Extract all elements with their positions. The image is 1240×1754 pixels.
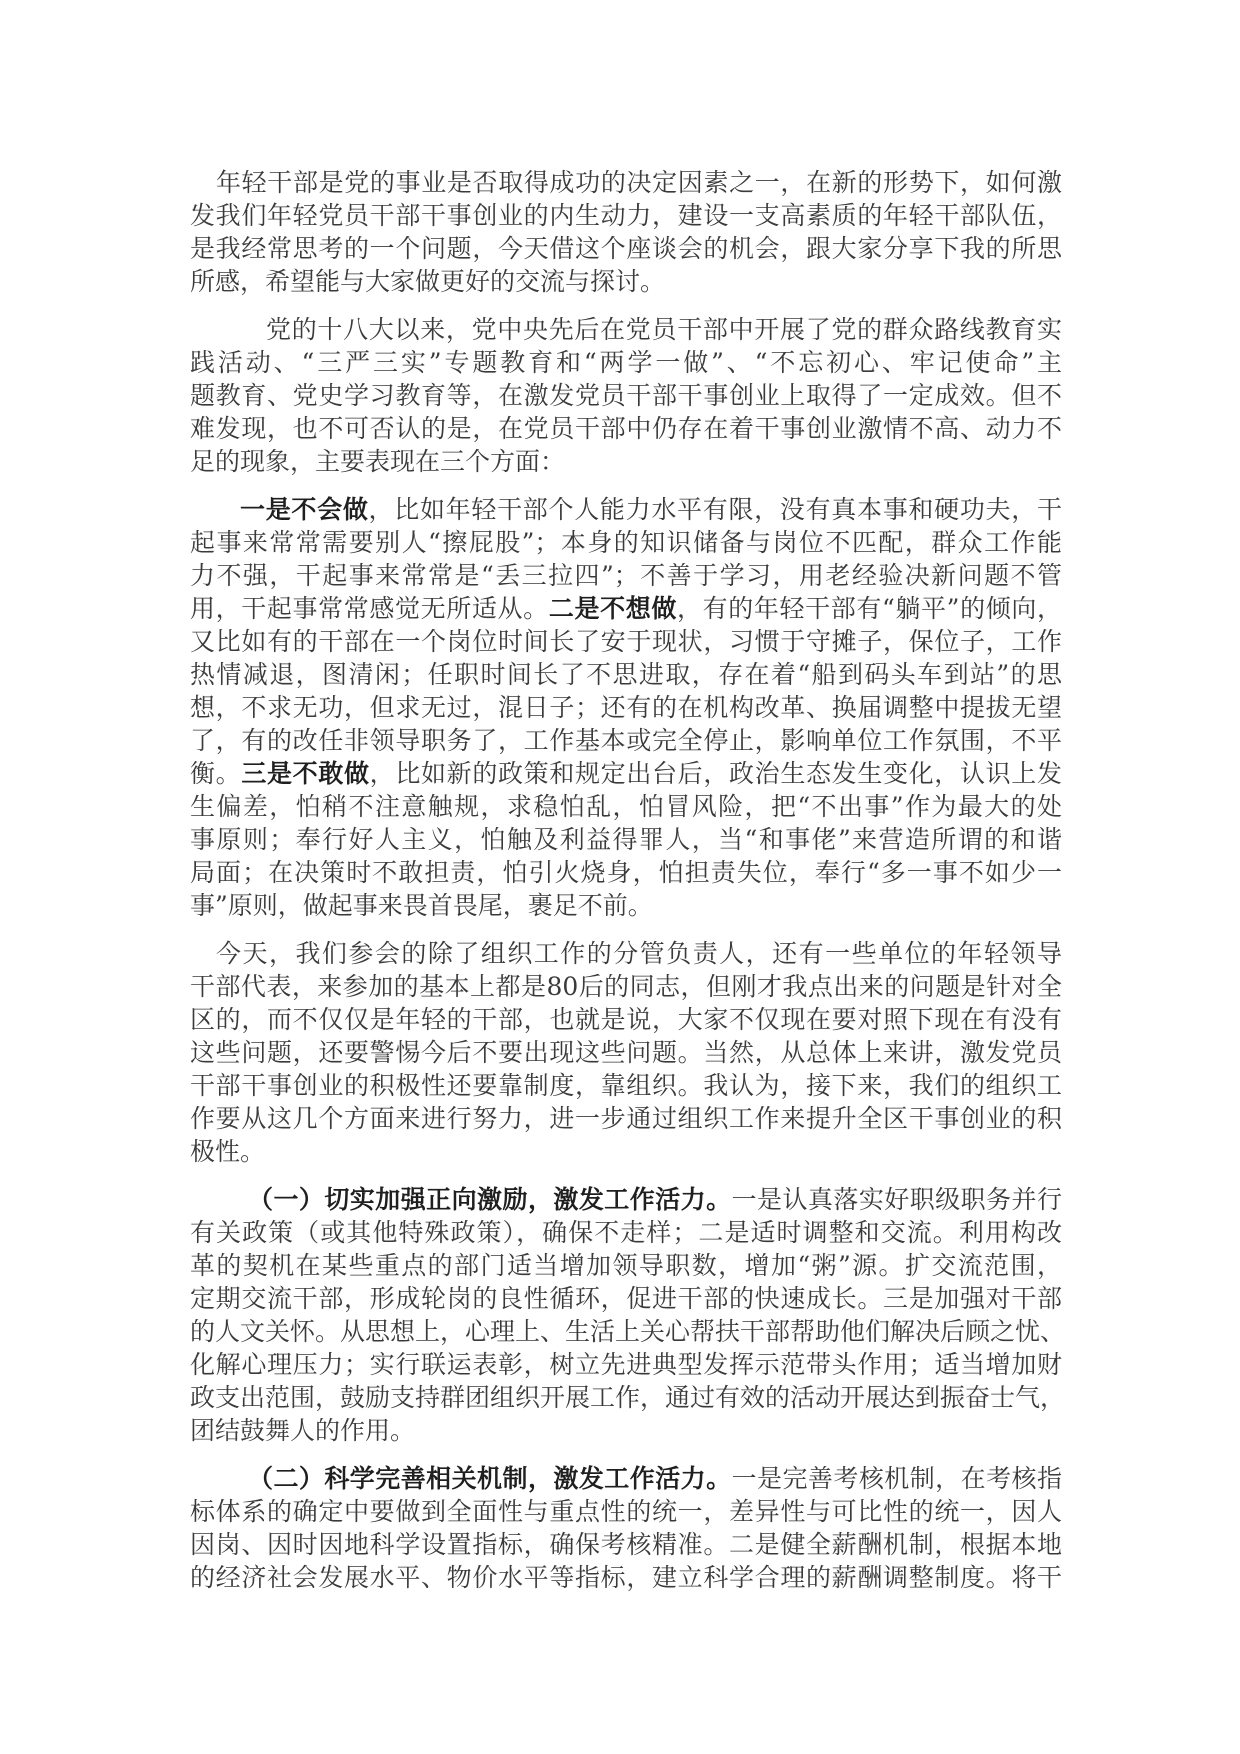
text-line: [190, 1414, 1062, 1447]
body-text: 是我经常思考的一个问题，今天借这个座谈会的机会，跟大家分享下我的所思: [190, 234, 1062, 263]
text-line: [190, 346, 1062, 379]
text-line: [190, 1528, 1062, 1561]
body-text: 题教育、党史学习教育等，在激发党员干部干事创业上取得了一定成效。但不: [190, 381, 1062, 410]
body-text: 力不强，干起事来常常是“丢三拉四”；不善于学习，用老经验决新问题不管: [190, 561, 1062, 590]
text-line: [190, 313, 1062, 346]
text-line: [190, 1282, 1062, 1315]
text-line: [190, 1102, 1062, 1135]
body-text: 起事来常常需要别人“擦屁股”；本身的知识储备与岗位不匹配，群众工作能: [190, 528, 1062, 557]
body-text: 今天，我们参会的除了组织工作的分管负责人，还有一些单位的年轻领导: [216, 939, 1062, 968]
text-line: [190, 691, 1062, 724]
body-text: 事原则；奉行好人主义，怕触及利益得罪人，当“和事佬”来营造所谓的和谐: [190, 825, 1062, 854]
body-text: 的经济社会发展水平、物价水平等指标，建立科学合理的薪酬调整制度。将干: [190, 1563, 1062, 1592]
text-line: [190, 757, 1062, 790]
body-text: ，比如新的政策和规定出台后，政治生态发生变化，认识上发: [369, 759, 1062, 788]
body-text: 一是完善考核机制，在考核指: [731, 1464, 1062, 1493]
text-line: [190, 1381, 1066, 1414]
text-line: [190, 889, 1062, 922]
text-line: [190, 526, 1062, 559]
body-text: 所感，希望能与大家做更好的交流与探讨。: [190, 267, 666, 296]
text-line: [190, 592, 1062, 625]
body-text: 事”原则，做起事来畏首畏尾，裹足不前。: [190, 891, 653, 920]
body-text: 革的契机在某些重点的部门适当增加领导职数，增加“粥”源。扩交流范围，: [190, 1251, 1062, 1280]
text-line: [190, 445, 1062, 478]
bold-heading-text: （二）科学完善相关机制，激发工作活力。: [248, 1464, 732, 1493]
paragraph: [190, 1462, 1062, 1594]
body-text: 干部代表，来参加的基本上都是80后的同志，但刚才我点出来的问题是针对全: [190, 972, 1062, 1001]
body-text: 干部干事创业的积极性还要靠制度，靠组织。我认为，接下来，我们的组织工: [190, 1071, 1062, 1100]
bold-heading-text: （一）切实加强正向激励，激发工作活力。: [248, 1185, 732, 1214]
bold-heading-text: 三是不敢做: [241, 759, 370, 788]
body-text: 局面；在决策时不敢担责，怕引火烧身，怕担责失位，奉行“多一事不如少一: [190, 858, 1062, 887]
body-text: 团结鼓舞人的作用。: [190, 1416, 416, 1445]
body-text: 生偏差，怕稍不注意触规，求稳怕乱，怕冒风险，把“不出事”作为最大的处: [190, 792, 1062, 821]
body-text: 用，干起事常常感觉无所适从。: [190, 594, 549, 623]
body-text: 区的，而不仅仅是年轻的干部，也就是说，大家不仅现在要对照下现在有没有: [190, 1005, 1062, 1034]
body-text: 践活动、“三严三实”专题教育和“两学一做”、“不忘初心、牢记使命”主: [190, 348, 1062, 377]
text-line: [190, 1069, 1062, 1102]
text-line: [190, 1183, 1062, 1216]
text-line: [190, 232, 1062, 265]
body-text: 衡。: [190, 759, 242, 788]
text-line: [190, 1249, 1062, 1282]
text-line: [190, 1216, 1062, 1249]
body-text: 化解心理压力；实行联运表彰，树立先进典型发挥示范带头作用；适当增加财: [190, 1350, 1062, 1379]
bold-heading-text: 一是不会做: [240, 495, 369, 524]
bold-heading-text: 二是不想做: [548, 594, 677, 623]
body-text: 定期交流干部，形成轮岗的良性循环，促进干部的快速成长。三是加强对干部: [190, 1284, 1062, 1313]
text-line: [190, 1348, 1062, 1381]
body-text: 极性。: [190, 1137, 266, 1166]
paragraph: [190, 313, 1062, 478]
text-line: [190, 1315, 1066, 1348]
text-line: [190, 658, 1062, 691]
text-line: [190, 559, 1062, 592]
body-text: 足的现象，主要表现在三个方面：: [190, 447, 566, 476]
body-text: 了，有的改任非领导职务了，工作基本或完全停止，影响单位工作氛围，不平: [190, 726, 1062, 755]
body-text: ，比如年轻干部个人能力水平有限，没有真本事和硬功夫，干: [368, 495, 1062, 524]
paragraph: [190, 1183, 1066, 1447]
text-line: [190, 1495, 1062, 1528]
body-text: 的人文关怀。从思想上，心理上、生活上关心帮扶干部帮助他们解决后顾之忧、: [190, 1317, 1066, 1346]
text-line: [190, 625, 1062, 658]
paragraph: [190, 166, 1062, 298]
text-line: [190, 199, 1062, 232]
text-line: [190, 265, 1062, 298]
text-line: [190, 970, 1062, 1003]
body-text: 因岗、因时因地科学设置指标，确保考核精准。二是健全薪酬机制，根据本地: [190, 1530, 1062, 1559]
text-line: [190, 724, 1062, 757]
text-line: [190, 412, 1062, 445]
body-text: 想，不求无功，但求无过，混日子；还有的在机构改革、换届调整中提拔无望: [190, 693, 1062, 722]
body-text: 政支出范围，鼓励支持群团组织开展工作，通过有效的活动开展达到振奋士气，: [190, 1383, 1066, 1412]
paragraph: [190, 937, 1062, 1168]
body-text: 一是认真落实好职级职务并行: [731, 1185, 1062, 1214]
text-line: [190, 1003, 1062, 1036]
text-line: [190, 856, 1062, 889]
body-text: 有关政策（或其他特殊政策），确保不走样；二是适时调整和交流。利用构改: [190, 1218, 1062, 1247]
body-text: 发我们年轻党员干部干事创业的内生动力，建设一支高素质的年轻干部队伍，: [190, 201, 1062, 230]
body-text: 标体系的确定中要做到全面性与重点性的统一，差异性与可比性的统一，因人: [190, 1497, 1062, 1526]
body-text: 这些问题，还要警惕今后不要出现这些问题。当然，从总体上来讲，激发党员: [190, 1038, 1062, 1067]
body-text: ，有的年轻干部有“躺平”的倾向，: [676, 594, 1062, 623]
text-line: [190, 166, 1062, 199]
body-text: 难发现，也不可否认的是，在党员干部中仍存在着干事创业激情不高、动力不: [190, 414, 1062, 443]
text-line: [190, 1135, 1062, 1168]
text-line: [190, 790, 1062, 823]
text-line: [190, 493, 1062, 526]
text-line: [190, 1462, 1062, 1495]
document-page: [190, 166, 1066, 1609]
body-text: 又比如有的干部在一个岗位时间长了安于现状，习惯于守摊子，保位子，工作: [190, 627, 1062, 656]
text-line: [190, 823, 1062, 856]
body-text: 作要从这几个方面来进行努力，进一步通过组织工作来提升全区干事创业的积: [190, 1104, 1062, 1133]
text-line: [190, 937, 1062, 970]
body-text: 党的十八大以来，党中央先后在党员干部中开展了党的群众路线教育实: [266, 315, 1062, 344]
text-line: [190, 379, 1062, 412]
body-text: 热情减退，图清闲；任职时间长了不思进取，存在着“船到码头车到站”的思: [190, 660, 1062, 689]
text-line: [190, 1561, 1062, 1594]
text-line: [190, 1036, 1062, 1069]
paragraph: [190, 493, 1062, 922]
body-text: 年轻干部是党的事业是否取得成功的决定因素之一，在新的形势下，如何激: [216, 168, 1062, 197]
